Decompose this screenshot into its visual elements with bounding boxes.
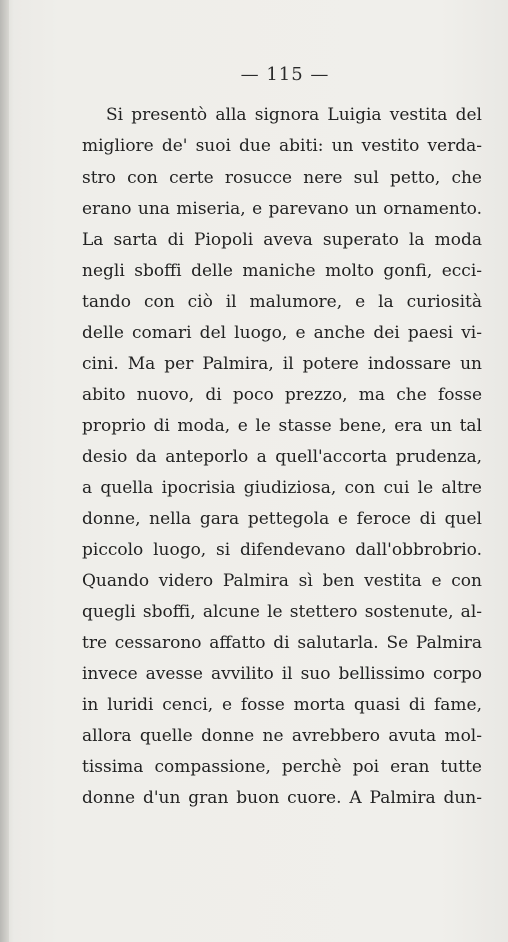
text-line: migliore de' suoi due abiti: un vestito verda- <box>82 136 482 156</box>
text-line: piccolo luogo, si difendevano dall'obbrobrio. <box>82 540 482 560</box>
text-line: tissima compassione, perchè poi eran tutte <box>82 757 482 777</box>
text-line: quegli sboffi, alcune le stettero sostenute, al- <box>82 602 482 622</box>
page-number: — 115 — <box>240 64 330 85</box>
text-line: desio da anteporlo a quell'accorta prudenza, <box>82 447 482 467</box>
text-line: Si presentò alla signora Luigia vestita del <box>106 105 482 125</box>
text-line: tre cessarono affatto di salutarla. Se Palmira <box>82 633 482 653</box>
text-line: allora quelle donne ne avrebbero avuta mol- <box>82 726 482 746</box>
text-line: tando con ciò il malumore, e la curiosità <box>82 292 482 312</box>
text-line: negli sboffi delle maniche molto gonfi, ecci- <box>82 261 482 281</box>
text-line: erano una miseria, e parevano un ornamento. <box>82 199 482 219</box>
text-line: abito nuovo, di poco prezzo, ma che fosse <box>82 385 482 405</box>
text-line: invece avesse avvilito il suo bellissimo corpo <box>82 664 482 684</box>
text-line: stro con certe rosucce nere sul petto, che <box>82 168 482 188</box>
text-line: cini. Ma per Palmira, il potere indossare un <box>82 354 482 374</box>
text-line: La sarta di Piopoli aveva superato la moda <box>82 230 482 250</box>
text-line: donne, nella gara pettegola e feroce di quel <box>82 509 482 529</box>
text-line: proprio di moda, e le stasse bene, era un tal <box>82 416 482 436</box>
text-line: in luridi cenci, e fosse morta quasi di fame, <box>82 695 482 715</box>
page-spine-shadow <box>0 0 9 942</box>
text-line: delle comari del luogo, e anche dei paesi vi- <box>82 323 482 343</box>
text-line: a quella ipocrisia giudiziosa, con cui le altre <box>82 478 482 498</box>
text-line: donne d'un gran buon cuore. A Palmira dun- <box>82 788 482 808</box>
text-line: Quando videro Palmira sì ben vestita e con <box>82 571 482 591</box>
